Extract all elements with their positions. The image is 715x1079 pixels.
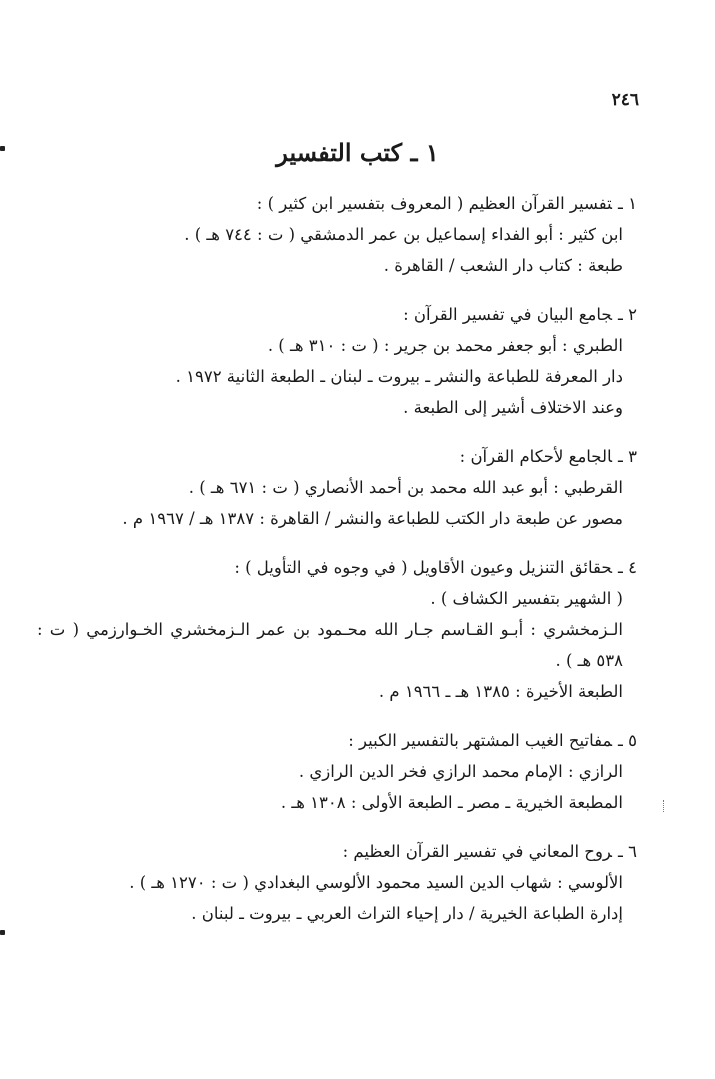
entry-title bbox=[37, 188, 637, 219]
entry-title bbox=[37, 441, 637, 472]
entry-edition-line: دار المعرفة للطباعة والنشر ـ بيروت ـ لبنان ـ الطبعة الثانية ١٩٧٢ . bbox=[175, 367, 623, 386]
entry-number: ١ ـ bbox=[618, 194, 637, 213]
bibliography-entry bbox=[37, 441, 637, 534]
entry-number: ٣ ـ bbox=[618, 447, 637, 466]
entry-number: ٥ ـ bbox=[618, 731, 637, 750]
entry-alias-line: ( الشهير بتفسير الكشاف ) . bbox=[430, 589, 623, 608]
entry-title-text: الجامع لأحكام القرآن : bbox=[459, 447, 613, 466]
page-number: ٢٤٦ bbox=[611, 90, 639, 110]
entry-edition-line: الطبعة الأخيرة : ١٣٨٥ هـ ـ ١٩٦٦ م . bbox=[378, 682, 623, 701]
entry-edition-line: المطبعة الخيرية ـ مصر ـ الطبعة الأولى : ١٣٠٨ هـ . bbox=[280, 793, 623, 812]
entry-title-text: روح المعاني في تفسير القرآن العظيم : bbox=[342, 842, 613, 861]
entry-number: ٤ ـ bbox=[618, 558, 637, 577]
bibliography-entry bbox=[37, 836, 637, 929]
entry-edition-line: مصور عن طبعة دار الكتب للطباعة والنشر / القاهرة : ١٣٨٧ هـ / ١٩٦٧ م . bbox=[122, 509, 623, 528]
scan-edge-mark bbox=[0, 930, 5, 935]
bibliography-entry bbox=[37, 725, 637, 818]
bibliography-list bbox=[37, 188, 637, 947]
bibliography-entry bbox=[37, 299, 637, 423]
entry-title bbox=[37, 552, 637, 583]
entry-title-text: جامع البيان في تفسير القرآن : bbox=[403, 305, 613, 324]
entry-title bbox=[37, 836, 637, 867]
entry-title-text: حقائق التنزيل وعيون الأقاويل ( في وجوه في التأويل ) : bbox=[234, 558, 613, 577]
entry-author-line: الرازي : الإمام محمد الرازي فخر الدين الرازي . bbox=[298, 762, 623, 781]
entry-author-line: الألوسي : شهاب الدين السيد محمود الألوسي البغدادي ( ت : ١٢٧٠ هـ ) . bbox=[129, 873, 623, 892]
entry-note-line: وعند الاختلاف أشير إلى الطبعة . bbox=[403, 398, 623, 417]
entry-title-text: مفاتيح الغيب المشتهر بالتفسير الكبير : bbox=[348, 731, 613, 750]
entry-title bbox=[37, 299, 637, 330]
scan-edge-mark bbox=[0, 146, 5, 151]
entry-author-line: القرطبي : أبو عبد الله محمد بن أحمد الأنصاري ( ت : ٦٧١ هـ ) . bbox=[188, 478, 623, 497]
bibliography-entry bbox=[37, 188, 637, 281]
entry-author-line: الطبري : أبو جعفر محمد بن جرير : ( ت : ٣١٠ هـ ) . bbox=[267, 336, 623, 355]
entry-number: ٢ ـ bbox=[618, 305, 637, 324]
entry-edition-line: إدارة الطباعة الخيرية / دار إحياء التراث العربي ـ بيروت ـ لبنان . bbox=[191, 904, 623, 923]
entry-number: ٦ ـ bbox=[618, 842, 637, 861]
entry-title-text: تفسير القرآن العظيم ( المعروف بتفسير ابن كثير ) : bbox=[256, 194, 613, 213]
entry-author-line: ابن كثير : أبو الفداء إسماعيل بن عمر الدمشقي ( ت : ٧٤٤ هـ ) . bbox=[184, 225, 623, 244]
scan-edge-dash bbox=[663, 800, 666, 812]
entry-author-line: الـزمخشري : أبـو القـاسم جـار الله محـمود بن عمر الـزمخشري الخـوارزمي ( ت : ٥٣٨ هـ ) . bbox=[37, 620, 623, 670]
bibliography-entry bbox=[37, 552, 637, 707]
entry-title bbox=[37, 725, 637, 756]
section-title: ١ ـ كتب التفسير bbox=[276, 138, 439, 167]
entry-edition-line: طبعة : كتاب دار الشعب / القاهرة . bbox=[383, 256, 623, 275]
